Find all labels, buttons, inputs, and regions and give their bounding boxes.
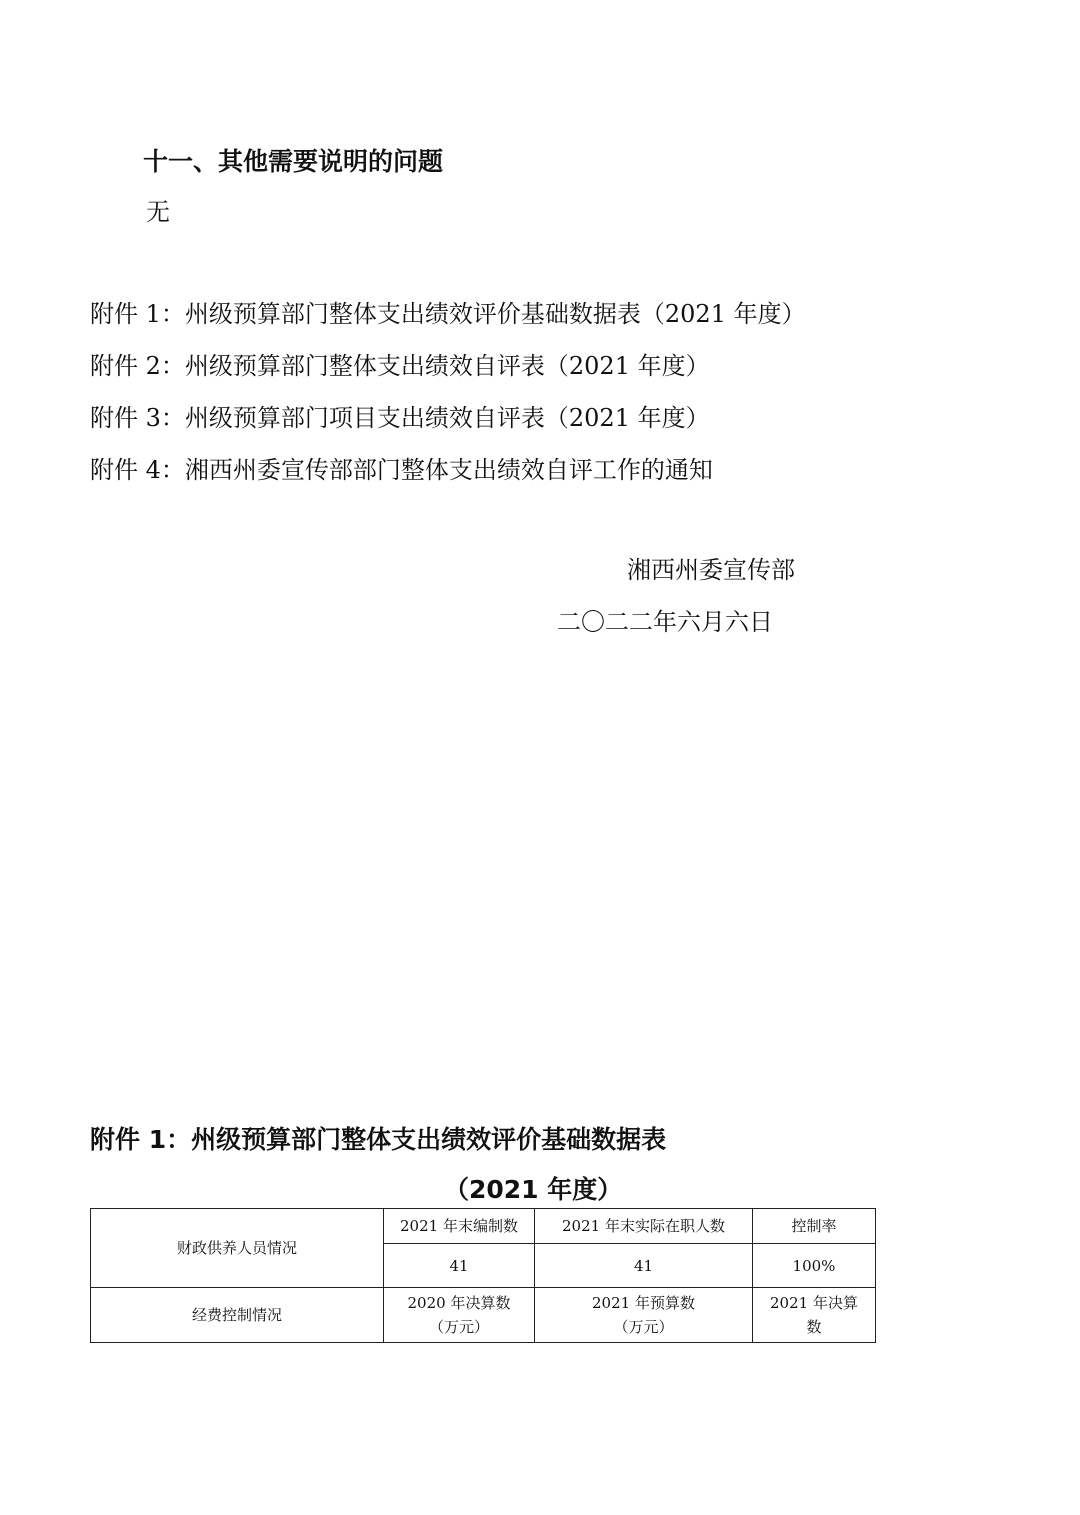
table-row — [91, 1288, 876, 1343]
attachment-4: 附件 4：湘西州委宣传部部门整体支出绩效自评工作的通知 — [90, 456, 713, 484]
header-2021-budget-line1: 2021 年预算数 — [592, 1294, 695, 1312]
header-2020-final-accounts — [384, 1288, 535, 1343]
header-2020-final-accounts-unit: （万元） — [428, 1318, 489, 1336]
section-title: 十一、其他需要说明的问题 — [143, 147, 444, 176]
signature-organization: 湘西州委宣传部 — [627, 556, 795, 584]
attachment-3: 附件 3：州级预算部门项目支出绩效自评表（2021 年度） — [90, 404, 710, 432]
header-2021-establishment: 2021 年末编制数 — [384, 1209, 535, 1244]
header-control-rate: 控制率 — [753, 1209, 876, 1244]
header-2021-budget-unit: （万元） — [613, 1318, 674, 1336]
table-year: （2021 年度） — [444, 1175, 623, 1204]
signature-date: 二〇二二年六月六日 — [557, 608, 773, 636]
table-title: 附件 1：州级预算部门整体支出绩效评价基础数据表 — [90, 1125, 667, 1154]
header-2021-final-accounts-line2: 数 — [806, 1318, 822, 1336]
section-content: 无 — [146, 198, 170, 226]
header-2021-final-accounts — [753, 1288, 876, 1343]
staff-label: 财政供养人员情况 — [91, 1209, 384, 1288]
funds-label: 经费控制情况 — [91, 1288, 384, 1343]
header-2021-final-accounts-line1: 2021 年决算 — [770, 1294, 858, 1312]
header-2021-budget — [535, 1288, 753, 1343]
attachment-1: 附件 1：州级预算部门整体支出绩效评价基础数据表（2021 年度） — [90, 300, 806, 328]
value-2021-actual-staff: 41 — [535, 1244, 753, 1288]
header-2020-final-accounts-line1: 2020 年决算数 — [407, 1294, 511, 1312]
table-row — [91, 1209, 876, 1244]
value-control-rate: 100% — [753, 1244, 876, 1288]
header-2021-actual-staff: 2021 年末实际在职人数 — [535, 1209, 753, 1244]
performance-data-table — [90, 1208, 876, 1343]
value-2021-establishment: 41 — [384, 1244, 535, 1288]
attachment-2: 附件 2：州级预算部门整体支出绩效自评表（2021 年度） — [90, 352, 710, 380]
